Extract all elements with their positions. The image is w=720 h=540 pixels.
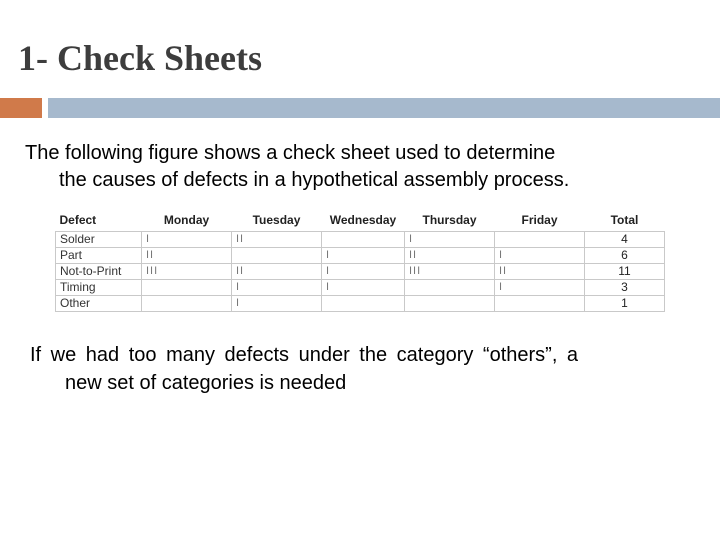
tally-wednesday — [322, 232, 405, 248]
defect-total: 1 — [585, 296, 665, 312]
tally-monday — [142, 280, 232, 296]
tally-wednesday: I — [322, 248, 405, 264]
tally-wednesday: I — [322, 280, 405, 296]
header-defect: Defect — [59, 213, 97, 227]
tally-tuesday: I — [232, 296, 322, 312]
intro-paragraph — [25, 140, 705, 194]
defect-name: Timing — [56, 280, 142, 296]
header-wednesday: Wednesday — [329, 213, 397, 227]
check-sheet-figure — [55, 211, 665, 315]
tally-thursday — [405, 280, 495, 296]
header-monday: Monday — [163, 213, 210, 227]
slide-title: 1- Check Sheets — [18, 38, 262, 78]
tally-tuesday: I — [232, 280, 322, 296]
table-row — [56, 248, 665, 264]
table-row — [56, 280, 665, 296]
defect-total: 4 — [585, 232, 665, 248]
defect-total: 3 — [585, 280, 665, 296]
defect-total: 6 — [585, 248, 665, 264]
tally-tuesday: II — [232, 232, 322, 248]
accent-bar-orange — [0, 98, 42, 118]
defect-total: 11 — [585, 264, 665, 280]
table-row — [56, 232, 665, 248]
defect-name: Part — [56, 248, 142, 264]
table-row — [56, 296, 665, 312]
header-friday: Friday — [521, 213, 558, 227]
accent-bar-blue — [48, 98, 720, 118]
table-row — [56, 264, 665, 280]
header-thursday: Thursday — [422, 213, 477, 227]
tally-friday — [495, 232, 585, 248]
note-paragraph — [30, 341, 700, 397]
defect-name: Solder — [56, 232, 142, 248]
tally-friday: II — [495, 264, 585, 280]
note-line-2: new set of categories is needed — [65, 372, 347, 394]
tally-tuesday: II — [232, 264, 322, 280]
tally-wednesday — [322, 296, 405, 312]
note-line-1: If we had too many defects under the category “others”, a — [30, 344, 579, 366]
check-sheet-table — [55, 211, 665, 312]
tally-tuesday — [232, 248, 322, 264]
tally-monday: II — [142, 248, 232, 264]
tally-friday: I — [495, 280, 585, 296]
tally-monday: I — [142, 232, 232, 248]
tally-thursday: II — [405, 248, 495, 264]
defect-name: Not-to-Print — [56, 264, 142, 280]
intro-line-1: The following figure shows a check sheet used to determine — [25, 142, 556, 164]
tally-wednesday: I — [322, 264, 405, 280]
tally-thursday — [405, 296, 495, 312]
tally-friday — [495, 296, 585, 312]
intro-line-2: the causes of defects in a hypothetical assembly process. — [59, 169, 570, 191]
tally-monday — [142, 296, 232, 312]
header-row — [56, 211, 665, 232]
header-total: Total — [610, 213, 639, 227]
header-tuesday: Tuesday — [252, 213, 301, 227]
tally-thursday: I — [405, 232, 495, 248]
tally-monday: III — [142, 264, 232, 280]
tally-thursday: III — [405, 264, 495, 280]
tally-friday: I — [495, 248, 585, 264]
defect-name: Other — [56, 296, 142, 312]
